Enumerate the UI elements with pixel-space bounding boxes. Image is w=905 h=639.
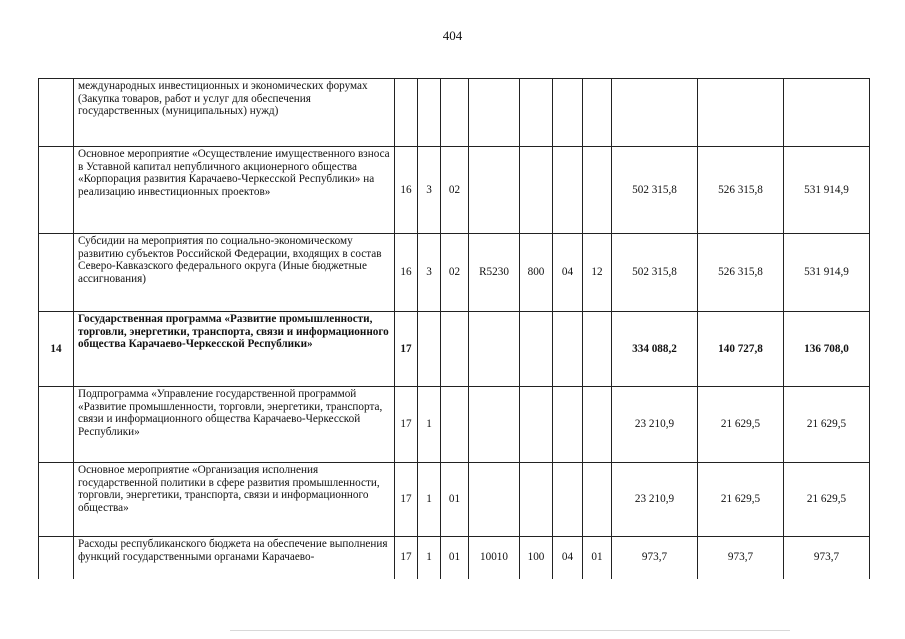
- amount-cell: 21 629,5: [698, 387, 784, 463]
- code-cell: 04: [553, 537, 583, 579]
- code-cell: 1: [418, 537, 441, 579]
- code-cell: [583, 387, 612, 463]
- code-cell: [553, 147, 583, 234]
- amount-cell: 531 914,9: [784, 147, 870, 234]
- code-cell: [441, 387, 469, 463]
- code-cell: [395, 79, 418, 147]
- table-row: [39, 147, 870, 234]
- code-cell: [520, 312, 553, 387]
- row-name-cell: Основное мероприятие «Организация исполнения государственной политики в сфере развития промышленности, торговли, энергетики, транспорта, связи и информационного общества»: [74, 463, 395, 537]
- code-cell: 1: [418, 463, 441, 537]
- code-cell: [553, 79, 583, 147]
- table-row: [39, 463, 870, 537]
- amount-cell: [612, 79, 698, 147]
- code-cell: [583, 312, 612, 387]
- code-cell: [583, 463, 612, 537]
- amount-cell: 334 088,2: [612, 312, 698, 387]
- amount-cell: 140 727,8: [698, 312, 784, 387]
- amount-cell: 23 210,9: [612, 463, 698, 537]
- code-cell: 01: [583, 537, 612, 579]
- code-cell: [418, 312, 441, 387]
- amount-cell: 973,7: [784, 537, 870, 579]
- code-cell: 17: [395, 537, 418, 579]
- code-cell: [469, 147, 520, 234]
- amount-cell: 973,7: [612, 537, 698, 579]
- table-row: [39, 79, 870, 147]
- amount-cell: 502 315,8: [612, 147, 698, 234]
- code-cell: 12: [583, 234, 612, 312]
- amount-cell: 973,7: [698, 537, 784, 579]
- amount-cell: [698, 79, 784, 147]
- row-number-cell: [39, 79, 74, 147]
- table-row: [39, 234, 870, 312]
- code-cell: 10010: [469, 537, 520, 579]
- table-row: [39, 387, 870, 463]
- amount-cell: 23 210,9: [612, 387, 698, 463]
- code-cell: [441, 79, 469, 147]
- code-cell: 02: [441, 234, 469, 312]
- amount-cell: 502 315,8: [612, 234, 698, 312]
- code-cell: 04: [553, 234, 583, 312]
- page-number: 404: [442, 28, 463, 43]
- amount-cell: 21 629,5: [784, 387, 870, 463]
- code-cell: [553, 312, 583, 387]
- scan-edge-line: [230, 630, 790, 631]
- code-cell: [520, 79, 553, 147]
- row-number-cell: [39, 537, 74, 579]
- code-cell: 16: [395, 234, 418, 312]
- row-name-cell: Государственная программа «Развитие промышленности, торговли, энергетики, транспорта, связи и информационного общества Карачаево-Черкесской Республики»: [74, 312, 395, 387]
- code-cell: 01: [441, 463, 469, 537]
- code-cell: [469, 79, 520, 147]
- amount-cell: 136 708,0: [784, 312, 870, 387]
- row-number-cell: [39, 234, 74, 312]
- budget-table: [38, 78, 870, 579]
- code-cell: 800: [520, 234, 553, 312]
- code-cell: 100: [520, 537, 553, 579]
- code-cell: [583, 147, 612, 234]
- code-cell: 17: [395, 463, 418, 537]
- code-cell: [469, 312, 520, 387]
- code-cell: [520, 387, 553, 463]
- code-cell: [469, 463, 520, 537]
- amount-cell: 21 629,5: [784, 463, 870, 537]
- row-name-cell: Расходы республиканского бюджета на обеспечение выполнения функций государственными органами Карачаево-: [74, 537, 395, 579]
- table-row: [39, 312, 870, 387]
- amount-cell: 526 315,8: [698, 234, 784, 312]
- code-cell: 17: [395, 387, 418, 463]
- row-number-cell: [39, 147, 74, 234]
- row-number-cell: 14: [39, 312, 74, 387]
- code-cell: [553, 387, 583, 463]
- amount-cell: 531 914,9: [784, 234, 870, 312]
- row-name-cell: Подпрограмма «Управление государственной программой «Развитие промышленности, торговли, энергетики, транспорта, связи и информационного общества Карачаево-Черкесской Республики»: [74, 387, 395, 463]
- code-cell: [441, 312, 469, 387]
- code-cell: 02: [441, 147, 469, 234]
- table-row: [39, 537, 870, 579]
- code-cell: 01: [441, 537, 469, 579]
- code-cell: [520, 147, 553, 234]
- row-name-cell: Субсидии на мероприятия по социально-экономическому развитию субъектов Российской Федерации, входящих в состав Северо-Кавказского федерального округа (Иные бюджетные ассигнования): [74, 234, 395, 312]
- row-name-cell: Основное мероприятие «Осуществление имущественного взноса в Уставной капитал непубличного акционерного общества «Корпорация развития Карачаево-Черкесской Республики» на реализацию инвестиционных проектов»: [74, 147, 395, 234]
- code-cell: [418, 79, 441, 147]
- code-cell: 3: [418, 147, 441, 234]
- row-name-cell: международных инвестиционных и экономических форумах (Закупка товаров, работ и услуг для обеспечения государственных (муниципальных) нужд): [74, 79, 395, 147]
- code-cell: [553, 463, 583, 537]
- amount-cell: 21 629,5: [698, 463, 784, 537]
- amount-cell: [784, 79, 870, 147]
- code-cell: 16: [395, 147, 418, 234]
- row-number-cell: [39, 387, 74, 463]
- code-cell: [583, 79, 612, 147]
- code-cell: [469, 387, 520, 463]
- code-cell: R5230: [469, 234, 520, 312]
- code-cell: 1: [418, 387, 441, 463]
- code-cell: [520, 463, 553, 537]
- code-cell: 17: [395, 312, 418, 387]
- code-cell: 3: [418, 234, 441, 312]
- row-number-cell: [39, 463, 74, 537]
- amount-cell: 526 315,8: [698, 147, 784, 234]
